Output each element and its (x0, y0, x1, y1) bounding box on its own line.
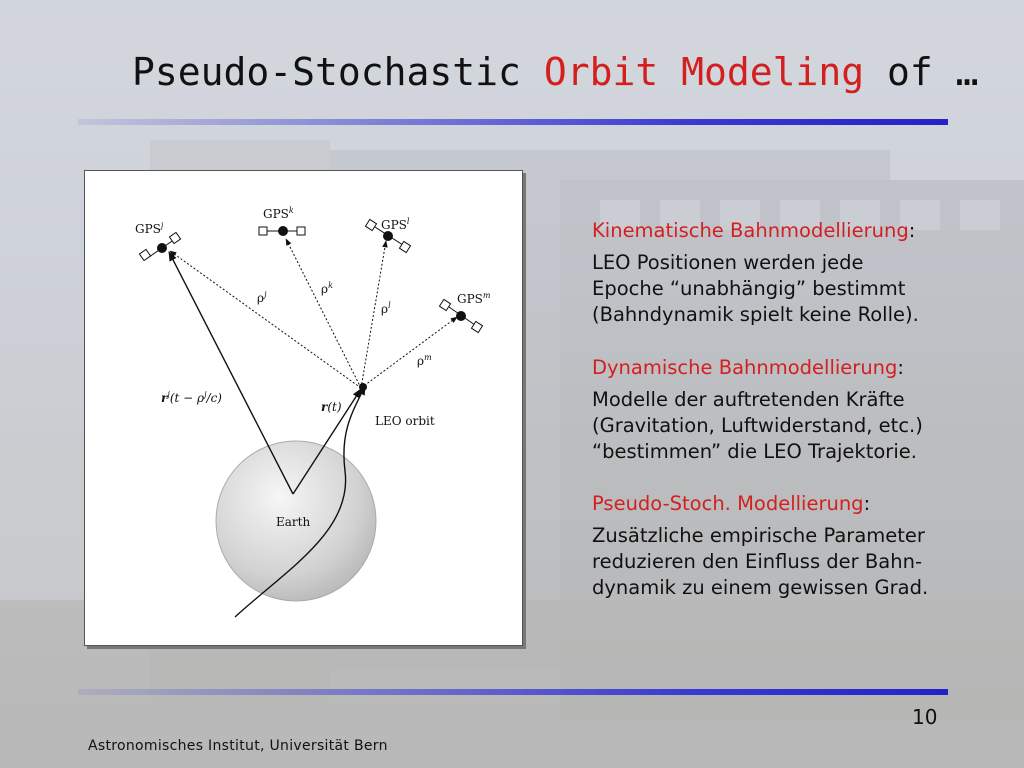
leo-satellite-dot (359, 383, 367, 391)
section-body: Zusätzliche empirische Parameter reduzieren den Einfluss der Bahn- dynamik zu einem gewissen Grad. (592, 524, 929, 599)
title-text-part3: of … (864, 50, 979, 94)
gps-k-satellite-icon (259, 226, 305, 236)
gps-j-satellite-icon (139, 232, 180, 260)
title-underline-rule (78, 119, 948, 125)
range-leo-to-gps-m (361, 317, 457, 388)
section-heading (592, 218, 992, 244)
leo-orbit-label: LEO orbit (375, 414, 435, 428)
section-dynamic (592, 355, 992, 465)
section-heading-colon: : (897, 356, 904, 379)
section-heading (592, 491, 992, 517)
footer-institution: Astronomisches Institut, Universität Bern (88, 738, 388, 754)
gps-k-label: GPS$^k$ (263, 206, 294, 221)
orbit-diagram-figure (84, 170, 523, 646)
rho-k-label: $\rho^k$ (321, 281, 333, 296)
explanation-text-column (592, 218, 992, 627)
section-heading-text: Dynamische Bahnmodellierung (592, 356, 898, 379)
section-heading-text: Kinematische Bahnmodellierung (592, 219, 909, 242)
orbit-diagram-svg (85, 171, 522, 645)
section-body: Modelle der auftretenden Kräfte (Gravitation, Luftwiderstand, etc.) “bestimmen” die LEO Trajektorie. (592, 388, 923, 463)
rho-l-label: $\rho^l$ (381, 301, 391, 316)
r-t-label: r(t) (321, 400, 342, 414)
section-pseudo-stochastic (592, 491, 992, 601)
gps-j-label: GPS$^j$ (135, 221, 164, 236)
section-kinematic (592, 218, 992, 328)
section-heading-text: Pseudo-Stoch. Modellierung (592, 492, 864, 515)
section-heading (592, 355, 992, 381)
footer-rule (78, 689, 948, 695)
title-text-part1: Pseudo-Stochastic (132, 50, 544, 94)
rho-m-label: $\rho^m$ (417, 353, 432, 368)
range-leo-to-gps-j (170, 251, 361, 388)
range-leo-to-gps-k (286, 239, 361, 388)
slide-title (132, 50, 979, 94)
gps-m-label: GPS$^m$ (457, 291, 491, 306)
r-j-label: $r^j(t - \rho^j/c)$ (161, 390, 222, 405)
section-heading-colon: : (863, 492, 871, 515)
earth-label: Earth (276, 515, 311, 529)
section-body: LEO Positionen werden jede Epoche “unabhängig” bestimmt (Bahndynamik spielt keine Rolle). (592, 251, 919, 326)
vector-earth-to-gps-j (169, 252, 293, 494)
page-number: 10 (912, 705, 938, 729)
gps-l-label: GPS$^l$ (381, 217, 410, 232)
rho-j-label: $\rho^j$ (257, 290, 267, 305)
title-text-accent: Orbit Modeling (543, 50, 865, 94)
section-heading-colon: : (908, 219, 916, 242)
